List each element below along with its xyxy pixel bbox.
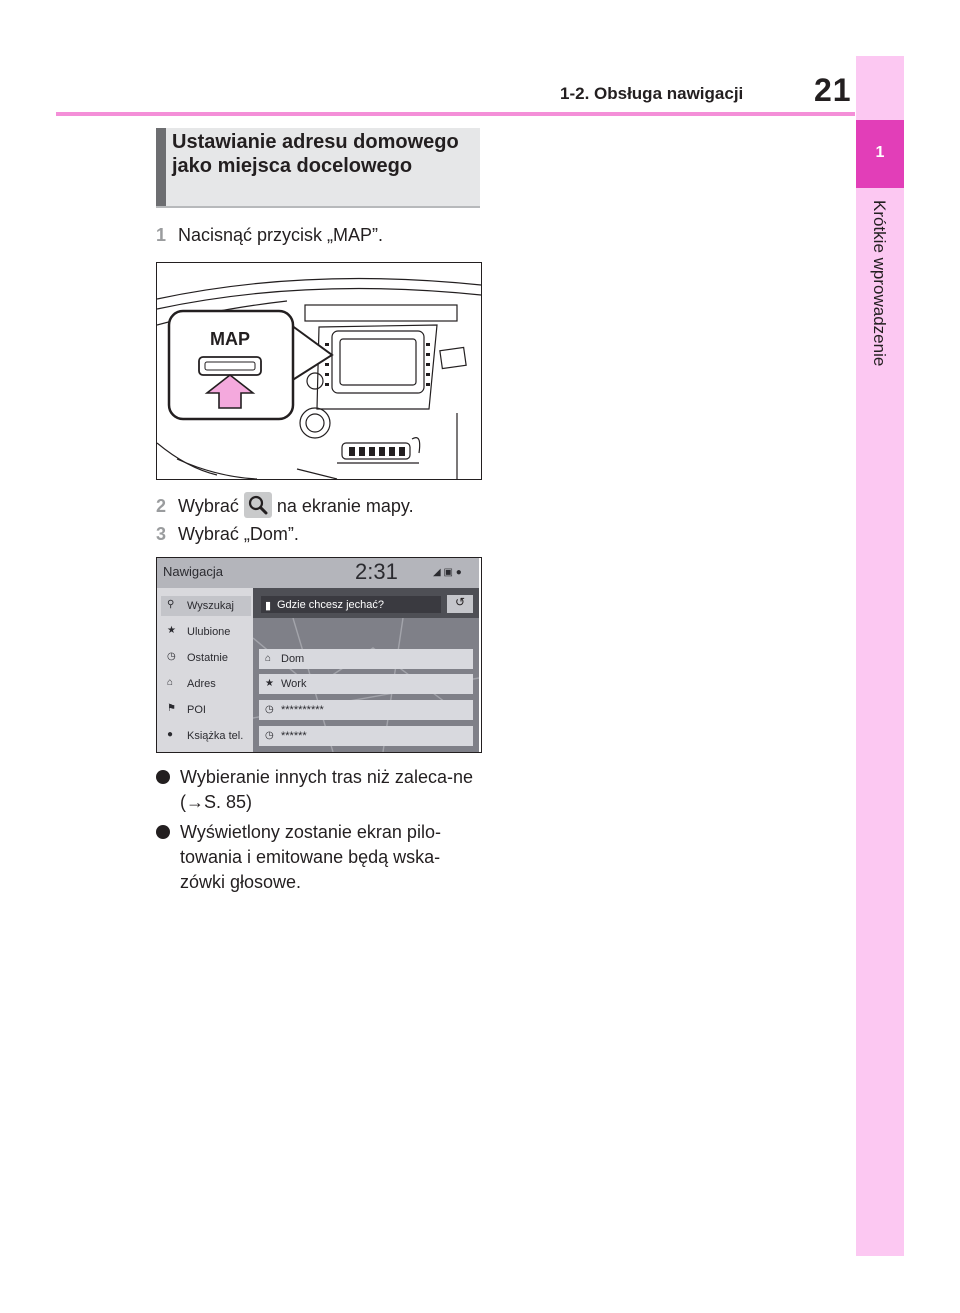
dashboard-drawing: [157, 263, 481, 479]
address-icon: ⌂: [167, 677, 174, 688]
nav-title: Nawigacja: [163, 564, 223, 579]
step-2: [156, 492, 414, 518]
nav-result-item[interactable]: [259, 649, 473, 669]
step-1: [156, 225, 383, 246]
flag-icon: ▮: [265, 600, 272, 612]
bullet-text: Wybieranie innych tras niż zaleca-ne (→S. 85): [180, 767, 473, 812]
step-number: 3: [156, 524, 167, 544]
clock-icon: ◷: [265, 704, 274, 715]
map-button-label: MAP: [210, 329, 250, 349]
person-icon: ●: [167, 729, 174, 740]
dashboard-illustration: [156, 262, 482, 480]
bullet-note: [156, 765, 480, 819]
nav-result-item[interactable]: [259, 700, 473, 720]
nav-sidebar-item[interactable]: [161, 648, 251, 668]
nav-sidebar-item[interactable]: [161, 674, 251, 694]
nav-sidebar-item[interactable]: [161, 596, 251, 616]
header-rule: [56, 112, 855, 116]
navigation-screenshot: [156, 557, 482, 753]
bullet-note: [156, 820, 480, 900]
nav-sidebar-label: Książka tel.: [187, 730, 244, 742]
search-icon: ⚲: [167, 599, 175, 610]
nav-result-item[interactable]: [259, 674, 473, 694]
home-icon: ⌂: [265, 653, 272, 664]
star-icon: ★: [265, 678, 274, 689]
step-text-after: na ekranie mapy.: [276, 496, 414, 516]
nav-sidebar-label: Wyszukaj: [187, 600, 234, 612]
nav-result-label: Dom: [281, 653, 305, 665]
step-3: [156, 524, 299, 545]
nav-sidebar-label: POI: [187, 704, 206, 716]
nav-search-field[interactable]: [261, 596, 441, 613]
nav-result-label: Work: [281, 678, 307, 690]
section-title-box: [156, 128, 480, 208]
nav-sidebar-item[interactable]: [161, 726, 251, 746]
step-text: Nacisnąć przycisk „MAP”.: [178, 225, 384, 245]
title-accent-bar: [156, 128, 166, 206]
search-icon: [244, 492, 272, 518]
section-reference: 1-2. Obsługa nawigacji: [560, 84, 744, 103]
clock-icon: ◷: [265, 730, 274, 741]
page-number: 21: [814, 72, 852, 108]
status-icons: [433, 567, 462, 578]
chapter-number-box: [856, 120, 904, 188]
chapter-title: Krótkie wprowadzenie: [870, 200, 889, 367]
star-icon: ★: [167, 625, 176, 636]
nav-sidebar-label: Ulubione: [187, 626, 231, 638]
nav-result-label: **********: [281, 704, 324, 716]
lock-icon: ▣: [443, 567, 453, 578]
signal-icon: ◢: [433, 567, 441, 578]
nav-sidebar-item[interactable]: [161, 700, 251, 720]
chapter-number: 1: [875, 144, 885, 161]
bullet-dot: [156, 825, 170, 839]
back-icon: ↺: [454, 595, 466, 609]
bullet-dot: [156, 770, 170, 784]
nav-sidebar-label: Adres: [187, 678, 216, 690]
pin-icon: ⚑: [167, 703, 176, 714]
nav-result-label: ******: [281, 730, 307, 742]
step-text-before: Wybrać: [178, 496, 239, 516]
step-number: 1: [156, 225, 167, 245]
step-number: 2: [156, 496, 167, 516]
bluetooth-icon: ●: [455, 567, 462, 578]
bullet-text: Wyświetlony zostanie ekran pilo-towania i emitowane będą wska-zówki głosowe.: [180, 822, 441, 892]
nav-sidebar-item[interactable]: [161, 622, 251, 642]
nav-search-text: Gdzie chcesz jechać?: [277, 599, 384, 611]
nav-sidebar-label: Ostatnie: [187, 652, 228, 664]
section-title: Ustawianie adresu domowego jako miejsca docelowego: [172, 131, 459, 177]
step-text: Wybrać „Dom”.: [178, 524, 299, 544]
clock-icon: ◷: [167, 651, 176, 662]
nav-clock: 2:31: [355, 559, 398, 584]
back-button[interactable]: [447, 595, 473, 613]
nav-result-item[interactable]: [259, 726, 473, 746]
